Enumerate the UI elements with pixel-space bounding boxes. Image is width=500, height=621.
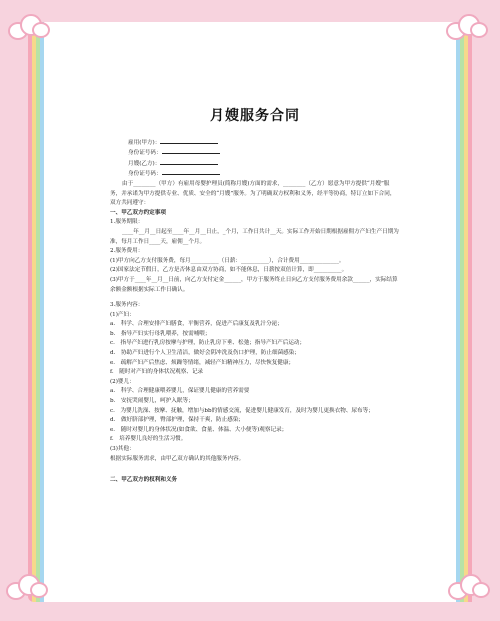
mother-item: e. 疏解产妇产后焦虑、烦躁等情绪，减轻产妇精神压力，尽快恢复健康； xyxy=(110,359,295,366)
service-fee-item-3: (3)甲方于____年__月__日前，向乙方支付定金______，甲方于服务终止日向乙方支付服务费用余款______，实际结算余额金额根据实际工作日确认。 xyxy=(110,276,398,293)
baby-item: a. 科学、合理健康喂养婴儿，保证婴儿健康的营养需要 xyxy=(110,388,250,395)
service-content-heading: 3.服务内容： xyxy=(110,302,144,309)
border-stripe-right xyxy=(456,22,472,602)
mother-heading: (1)产妇： xyxy=(110,311,135,318)
service-fee-item-2: (2)国家法定节假日，乙方是否休息由双方协商，如不能休息，日薪按双倍计算，即__________。 xyxy=(110,267,348,274)
mother-item: f. 随时对产妇的身体状况观察、记录 xyxy=(110,369,204,376)
service-period-heading: 1.服务期限： xyxy=(110,219,144,226)
section-2-heading: 二、甲乙双方的权利和义务 xyxy=(110,477,178,484)
employer-id-field: 身份证号码： xyxy=(128,148,400,159)
other-text: 根据实际服务需求，由甲乙双方确认的其他服务内容。 xyxy=(110,455,245,462)
cloud-decoration-bottom-left xyxy=(6,574,50,604)
baby-heading: (2)婴儿： xyxy=(110,378,135,385)
other-heading: (3)其他： xyxy=(110,446,135,452)
mother-item: a. 科学、合理安排产妇膳食，平衡营养，促进产后康复及乳汁分泌； xyxy=(110,321,283,328)
baby-item: f. 培养婴儿良好的生活习惯。 xyxy=(110,436,187,443)
mother-item: c. 指导产妇进行乳房按摩与护理，防止乳房下垂、松弛；指导产妇产后运动； xyxy=(110,340,306,347)
service-period-text: ____年__月__日起至____年__月__日止，_个月，工作日共计__天。实际工作开始日期根据雇佣方产妇生产日期为准，每月工作日____天，雇佣__个月。 xyxy=(110,228,399,245)
cloud-decoration-top-left xyxy=(8,14,52,44)
cloud-decoration-bottom-right xyxy=(448,574,492,604)
section-1-heading: 一、甲乙双方约定事项 xyxy=(110,209,166,216)
document-title: 月嫂服务合同 xyxy=(210,108,300,124)
baby-item: e. 随时对婴儿的身体状况(如食欲、食量、体温、大小便等)观察记录； xyxy=(110,426,288,433)
baby-item: d. 做好脐部护理，臀部护理，保持干爽，防止感染； xyxy=(110,417,245,424)
mother-item: d. 协助产妇进行个人卫生清洁，做好会阴冲洗及伤口护理，防止细菌感染； xyxy=(110,350,300,357)
nanny-field: 月嫂(乙方)： xyxy=(128,159,400,170)
baby-item: c. 为婴儿洗澡、按摩、抚触，增加与bb的情感交流，促进婴儿健康发育，及时为婴儿更换衣物、尿布等； xyxy=(110,407,374,414)
service-fee-heading: 2.服务费用： xyxy=(110,248,144,255)
baby-item: b. 安抚哭闹婴儿，呵护入眠等； xyxy=(110,398,194,405)
employer-field: 雇用(甲方)： xyxy=(128,138,400,149)
nanny-id-field: 身份证号码： xyxy=(128,169,400,180)
intro-paragraph: 由于________（甲方）有雇用母婴护理员(简称月嫂)方面的需求，________（乙方）愿意为甲方提供“月嫂”服务，并承诺为甲方提供专业、优质、安全的“月嫂”服务。为了明确双方权利和义务，经平等协商，特订立如下合同，双方共同遵守： xyxy=(110,180,396,207)
contract-document xyxy=(110,108,400,486)
mother-item: b. 指导产妇实行母乳喂养，按需哺喂； xyxy=(110,330,211,337)
cloud-decoration-top-right xyxy=(446,14,490,44)
service-fee-item-1: (1)甲方向乙方支付服务费，每月__________（日薪：__________），合计费用______________。 xyxy=(110,257,345,264)
